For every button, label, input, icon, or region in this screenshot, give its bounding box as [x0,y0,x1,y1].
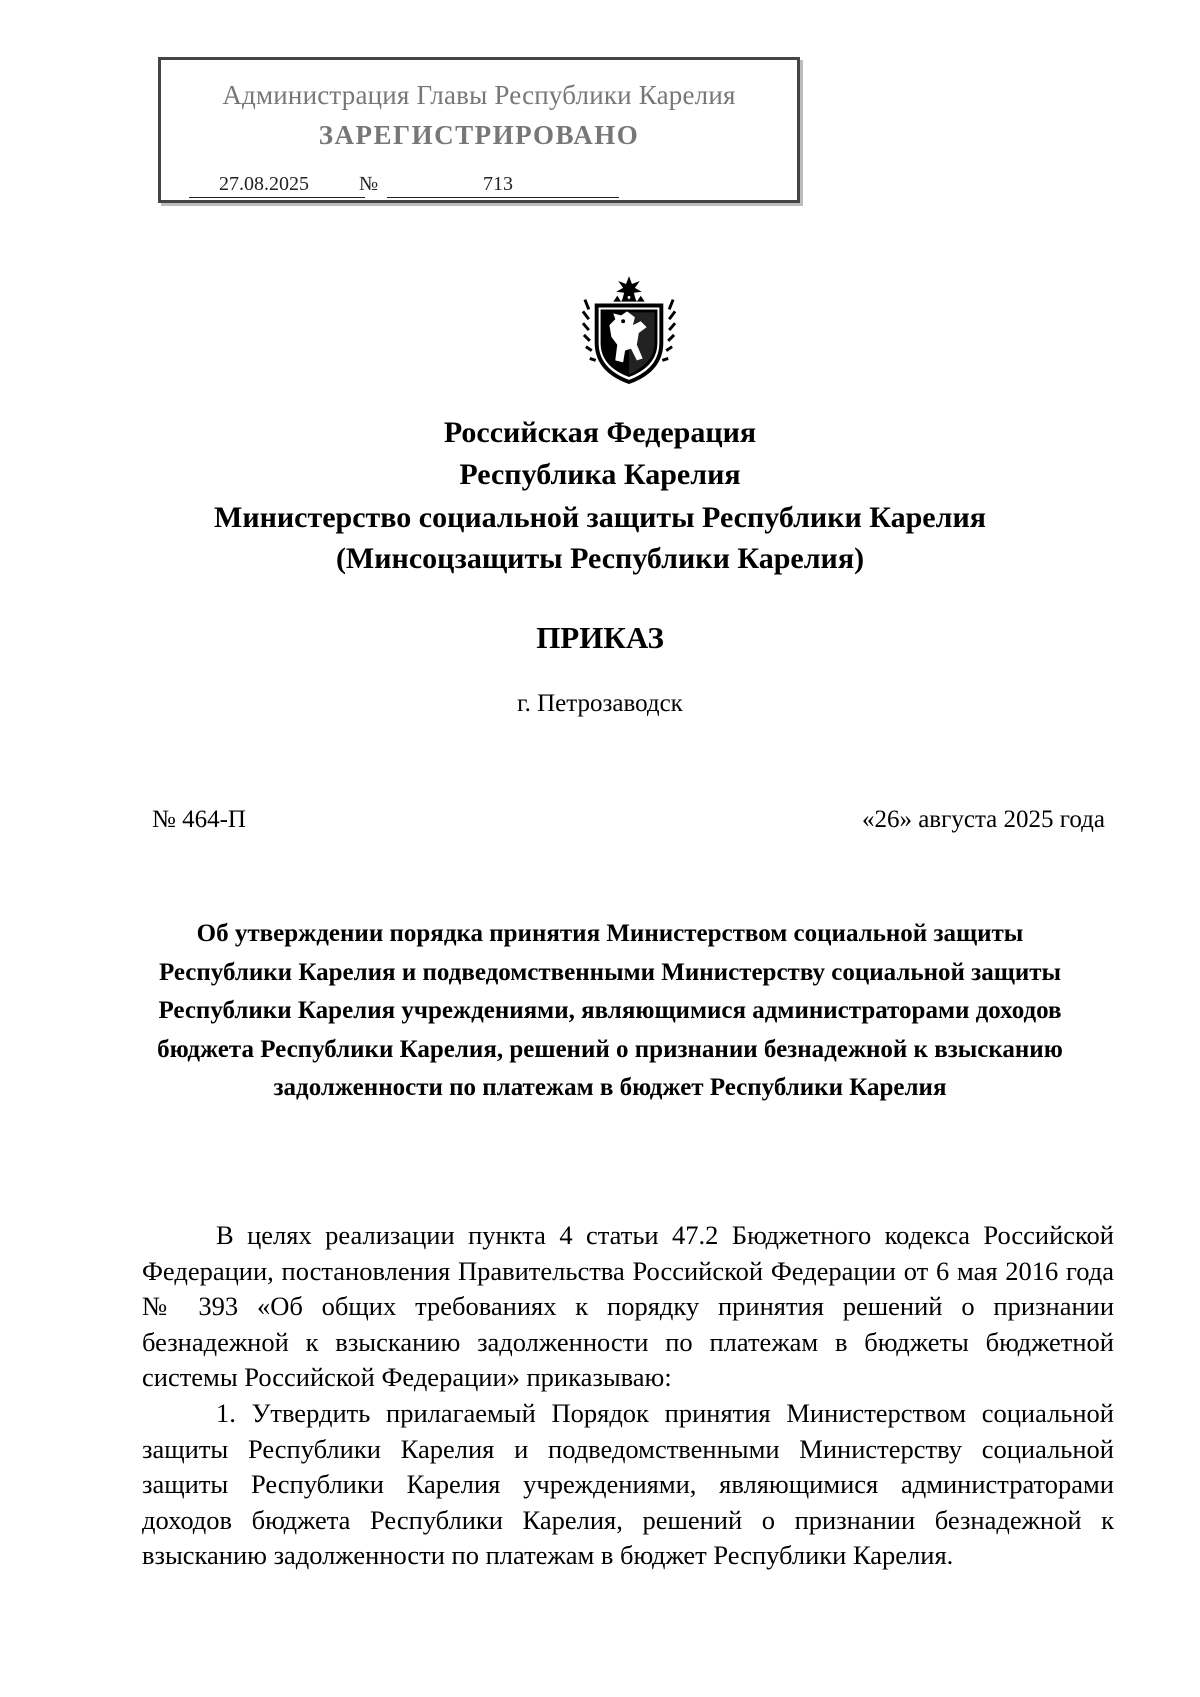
header-ministry: Министерство социальной защиты Республики Карелия [214,501,986,534]
body-paragraph: В целях реализации пункта 4 статьи 47.2 Бюджетного кодекса Российской Федерации, постановления Правительства Российской Федерации от 6 мая 2016 года № 393 «Об общих требованиях к порядку принятия решений о признании безнадежной к взысканию задолженности по платежам в бюджеты бюджетной системы Российской Федерации» приказываю: [142,1220,1114,1393]
document-body [142,1218,1114,1574]
stamp-registered-label: ЗАРЕГИСТРИРОВАНО [318,120,640,150]
document-city: г. Петрозаводск [517,690,683,717]
stamp-date: 27.08.2025 [219,173,309,195]
karelia-coat-of-arms-icon [580,276,678,386]
stamp-authority: Администрация Главы Республики Карелия [222,80,736,110]
stamp-number-underline [387,197,619,198]
order-date: «26» августа 2025 года [861,806,1105,833]
order-subject: Об утверждении порядка принятия Министерством социальной защиты Республики Карелия и подведомственными Министерству социальной защиты Республики Карелия учреждениями, являющимися администраторами доходов бюджета Республики Карелия, решений о признании безнадежной к взысканию задолженности по платежам в бюджет Республики Карелия [157,920,1063,1101]
header-republic: Республика Карелия [459,458,741,491]
stamp-number: 713 [483,173,513,195]
stamp-number-label: № [359,173,379,195]
document-title: ПРИКАЗ [536,620,664,655]
body-paragraph: 1. Утвердить прилагаемый Порядок принятия Министерством социальной защиты Республики Карелия и подведомственными Министерству социальной защиты Республики Карелия учреждениями, являющимися администраторами доходов бюджета Республики Карелия, решений о признании безнадежной к взысканию задолженности по платежам в бюджет Республики Карелия. [142,1397,1114,1571]
registration-stamp [158,57,800,203]
header-country: Российская Федерация [443,416,757,449]
stamp-date-underline [189,197,365,198]
order-number: № 464-П [152,806,246,833]
header-ministry-short: (Минсоцзащиты Республики Карелия) [335,542,865,575]
